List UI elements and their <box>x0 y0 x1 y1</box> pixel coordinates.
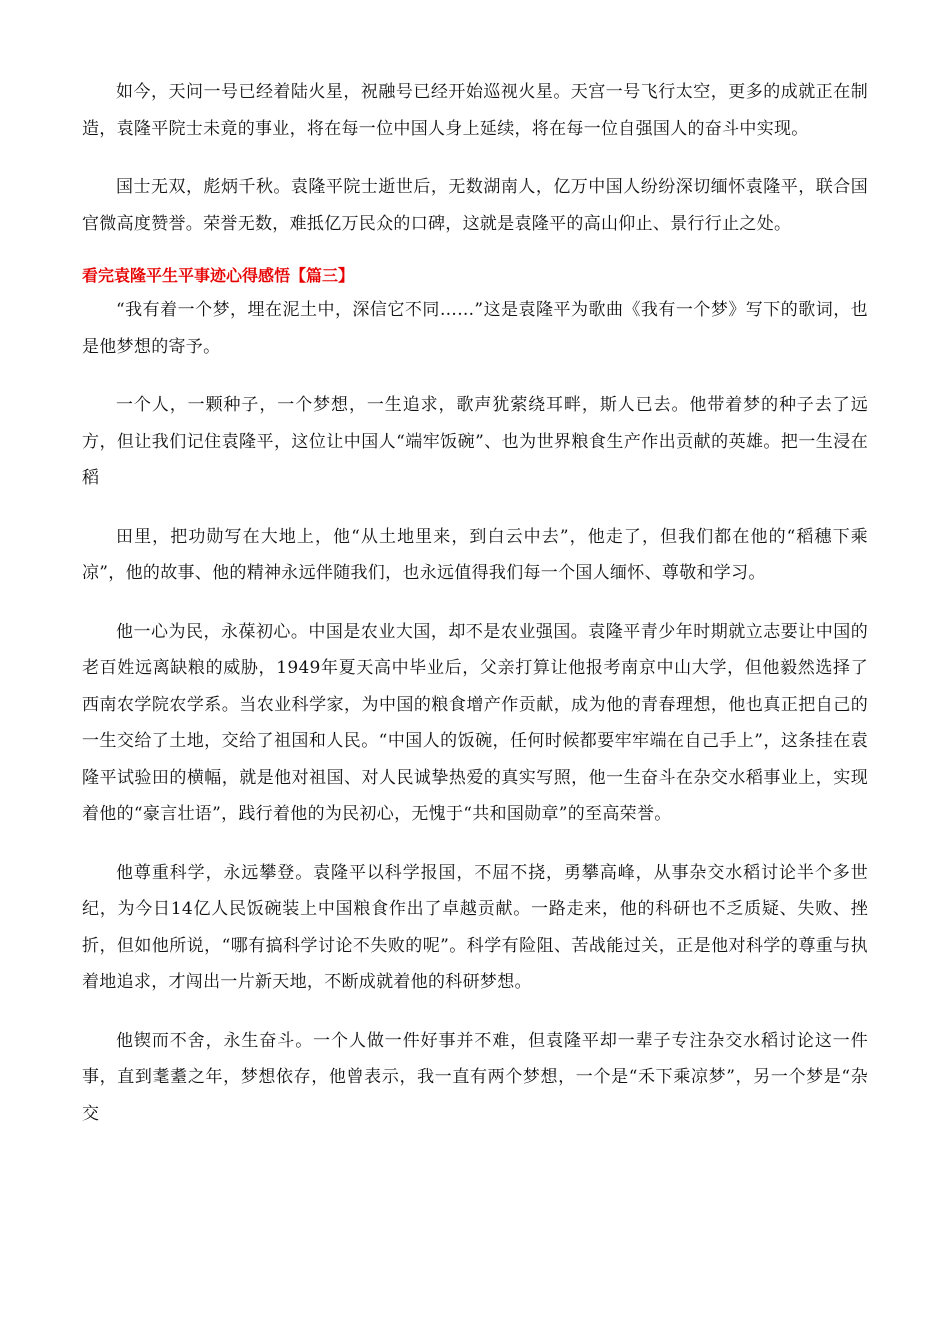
paragraph-song-dream: “我有着一个梦，埋在泥土中，深信它不同……”这是袁隆平为歌曲《我有一个梦》写下的歌词，也是他梦想的寄予。 <box>82 300 868 357</box>
paragraph-respect-science: 他尊重科学，永远攀登。袁隆平以科学报国，不屈不挠，勇攀高峰，从事杂交水稻讨论半个多世纪，为今日14亿人民饭碗装上中国粮食作出了卓越贡献。一路走来，他的科研也不乏质疑、失败、挫折，但如他所说，“哪有搞科学讨论不失败的呢”。科学有险阻、苦战能过关，正是他对科学的尊重与执着地追求，才闯出一片新天地，不断成就着他的科研梦想。 <box>82 862 868 992</box>
paragraph-rice-field: 田里，把功勋写在大地上，他“从土地里来，到白云中去”，他走了，但我们都在他的“稻穗下乘凉”，他的故事、他的精神永远伴随我们，也永远值得我们每一个国人缅怀、尊敬和学习。 <box>82 526 868 583</box>
section-heading: 看完袁隆平生平事迹心得感悟【篇三】 <box>82 266 355 285</box>
document-page <box>82 74 868 1132</box>
paragraph-one-seed: 一个人，一颗种子，一个梦想，一生追求，歌声犹萦绕耳畔，斯人已去。他带着梦的种子去了远方，但让我们记住袁隆平，这位让中国人“端牢饭碗”、也为世界粮食生产作出贡献的英雄。把一生浸在稻 <box>82 395 868 488</box>
paragraph-serve-people: 他一心为民，永葆初心。中国是农业大国，却不是农业强国。袁隆平青少年时期就立志要让中国的老百姓远离缺粮的威胁，1949年夏天高中毕业后，父亲打算让他报考南京中山大学，但他毅然选择了西南农学院农学系。当农业科学家，为中国的粮食增产作贡献，成为他的青春理想，他也真正把自己的一生交给了土地，交给了祖国和人民。“中国人的饭碗，任何时候都要牢牢端在自己手上”，这条挂在袁隆平试验田的横幅，就是他对祖国、对人民诚挚热爱的真实写照，他一生奋斗在杂交水稻事业上，实现着他的“豪言壮语”，践行着他的为民初心，无愧于“共和国勋章”的至高荣誉。 <box>82 621 868 824</box>
paragraph-national-hero: 国士无双，彪炳千秋。袁隆平院士逝世后，无数湖南人，亿万中国人纷纷深切缅怀袁隆平，联合国官微高度赞誉。荣誉无数，难抵亿万民众的口碑，这就是袁隆平的高山仰止、景行行止之处。 <box>82 177 868 234</box>
paragraph-perseverance: 他锲而不舍，永生奋斗。一个人做一件好事并不难，但袁隆平却一辈子专注杂交水稻讨论这一件事，直到耄耋之年，梦想依存，他曾表示，我一直有两个梦想，一个是“禾下乘凉梦”，另一个梦是“杂交 <box>82 1030 868 1124</box>
paragraph-mars-exploration: 如今，天问一号已经着陆火星，祝融号已经开始巡视火星。天宫一号飞行太空，更多的成就正在制造，袁隆平院士未竟的事业，将在每一位中国人身上延续，将在每一位自强国人的奋斗中实现。 <box>82 82 868 139</box>
